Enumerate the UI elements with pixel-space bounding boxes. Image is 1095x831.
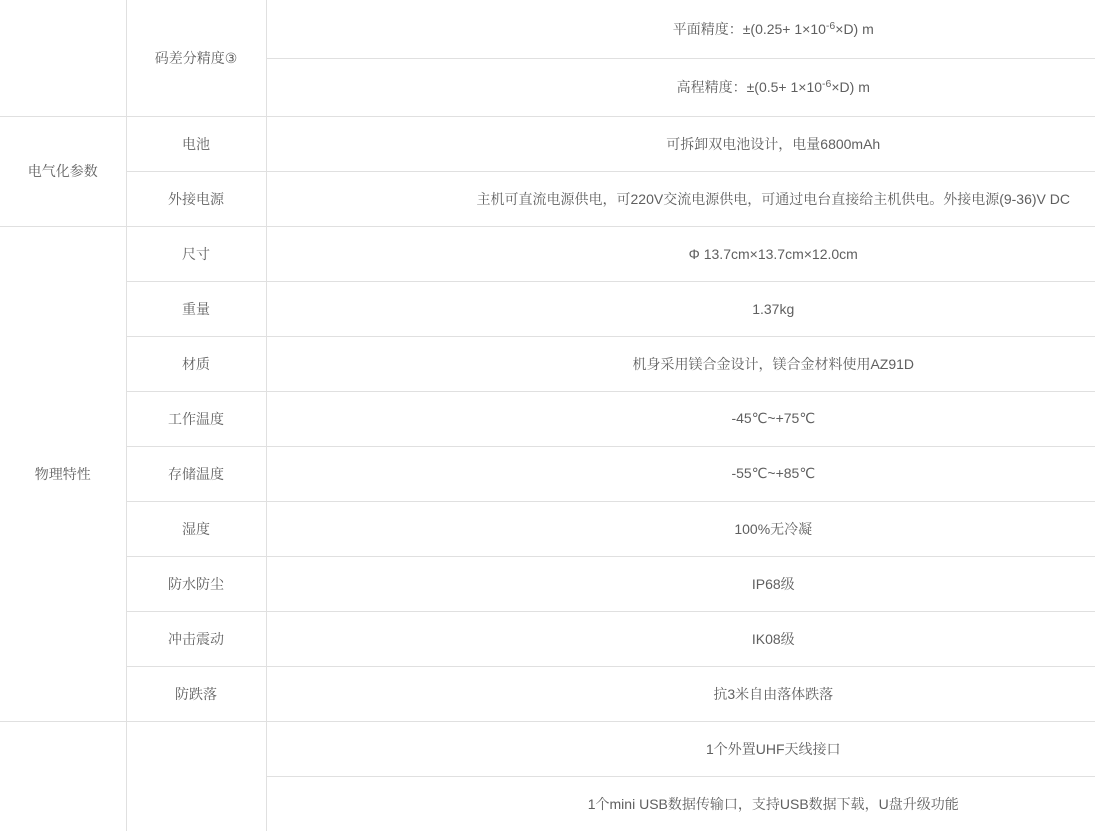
param-cell-weight: 重量 [126,281,266,336]
table-row [0,666,1095,721]
param-cell-storage-temp: 存储温度 [126,446,266,501]
category-cell-empty-bottom [0,721,126,831]
param-cell-waterproof-dustproof: 防水防尘 [126,556,266,611]
value-cell-waterproof-dustproof: IP68级 [266,556,1095,611]
table-row [0,391,1095,446]
value-text: ×D) m [831,79,870,95]
value-cell-storage-temp: -55℃~+85℃ [266,446,1095,501]
value-cell-shock-vibration: IK08级 [266,611,1095,666]
param-cell-empty-bottom [126,721,266,831]
value-cell-operating-temp: -45℃~+75℃ [266,391,1095,446]
param-cell-external-power: 外接电源 [126,171,266,226]
value-text: 高程精度：±(0.5+ 1×10 [676,79,823,95]
category-cell-physical: 物理特性 [0,226,126,721]
param-cell-material: 材质 [126,336,266,391]
param-cell-humidity: 湿度 [126,501,266,556]
table-row [0,446,1095,501]
table-row [0,721,1095,776]
table-row [0,171,1095,226]
param-cell-shock-vibration: 冲击震动 [126,611,266,666]
value-cell-external-power: 主机可直流电源供电，可220V交流电源供电，可通过电台直接给主机供电。外接电源(9-36)V DC [266,171,1095,226]
value-cell-drop-resistance: 抗3米自由落体跌落 [266,666,1095,721]
value-cell-weight: 1.37kg [266,281,1095,336]
value-cell-dimensions: Φ 13.7cm×13.7cm×12.0cm [266,226,1095,281]
category-cell-electrical: 电气化参数 [0,116,126,226]
value-text: ×D) m [835,20,874,37]
value-cell-humidity: 100%无冷凝 [266,501,1095,556]
table-row [0,611,1095,666]
param-cell-operating-temp: 工作温度 [126,391,266,446]
param-cell-dimensions: 尺寸 [126,226,266,281]
table-row [0,501,1095,556]
param-cell-drop-resistance: 防跌落 [126,666,266,721]
superscript-exponent: -6 [822,78,832,90]
table-row [0,336,1095,391]
value-cell-plane-accuracy [266,0,1095,58]
table-row [0,226,1095,281]
value-cell-battery: 可拆卸双电池设计，电量6800mAh [266,116,1095,171]
table-row [0,0,1095,58]
value-cell-uhf-antenna-port: 1个外置UHF天线接口 [266,721,1095,776]
param-cell-code-diff-accuracy: 码差分精度③ [126,0,266,116]
superscript-exponent: -6 [825,19,836,32]
value-text: 平面精度：±(0.25+ 1×10 [672,20,826,37]
table-row [0,281,1095,336]
table-row [0,116,1095,171]
table-row [0,556,1095,611]
value-cell-material: 机身采用镁合金设计，镁合金材料使用AZ91D [266,336,1095,391]
value-cell-mini-usb-port: 1个mini USB数据传输口，支持USB数据下载，U盘升级功能 [266,776,1095,831]
category-cell-empty-top [0,0,126,116]
param-cell-battery: 电池 [126,116,266,171]
value-cell-height-accuracy [266,58,1095,116]
